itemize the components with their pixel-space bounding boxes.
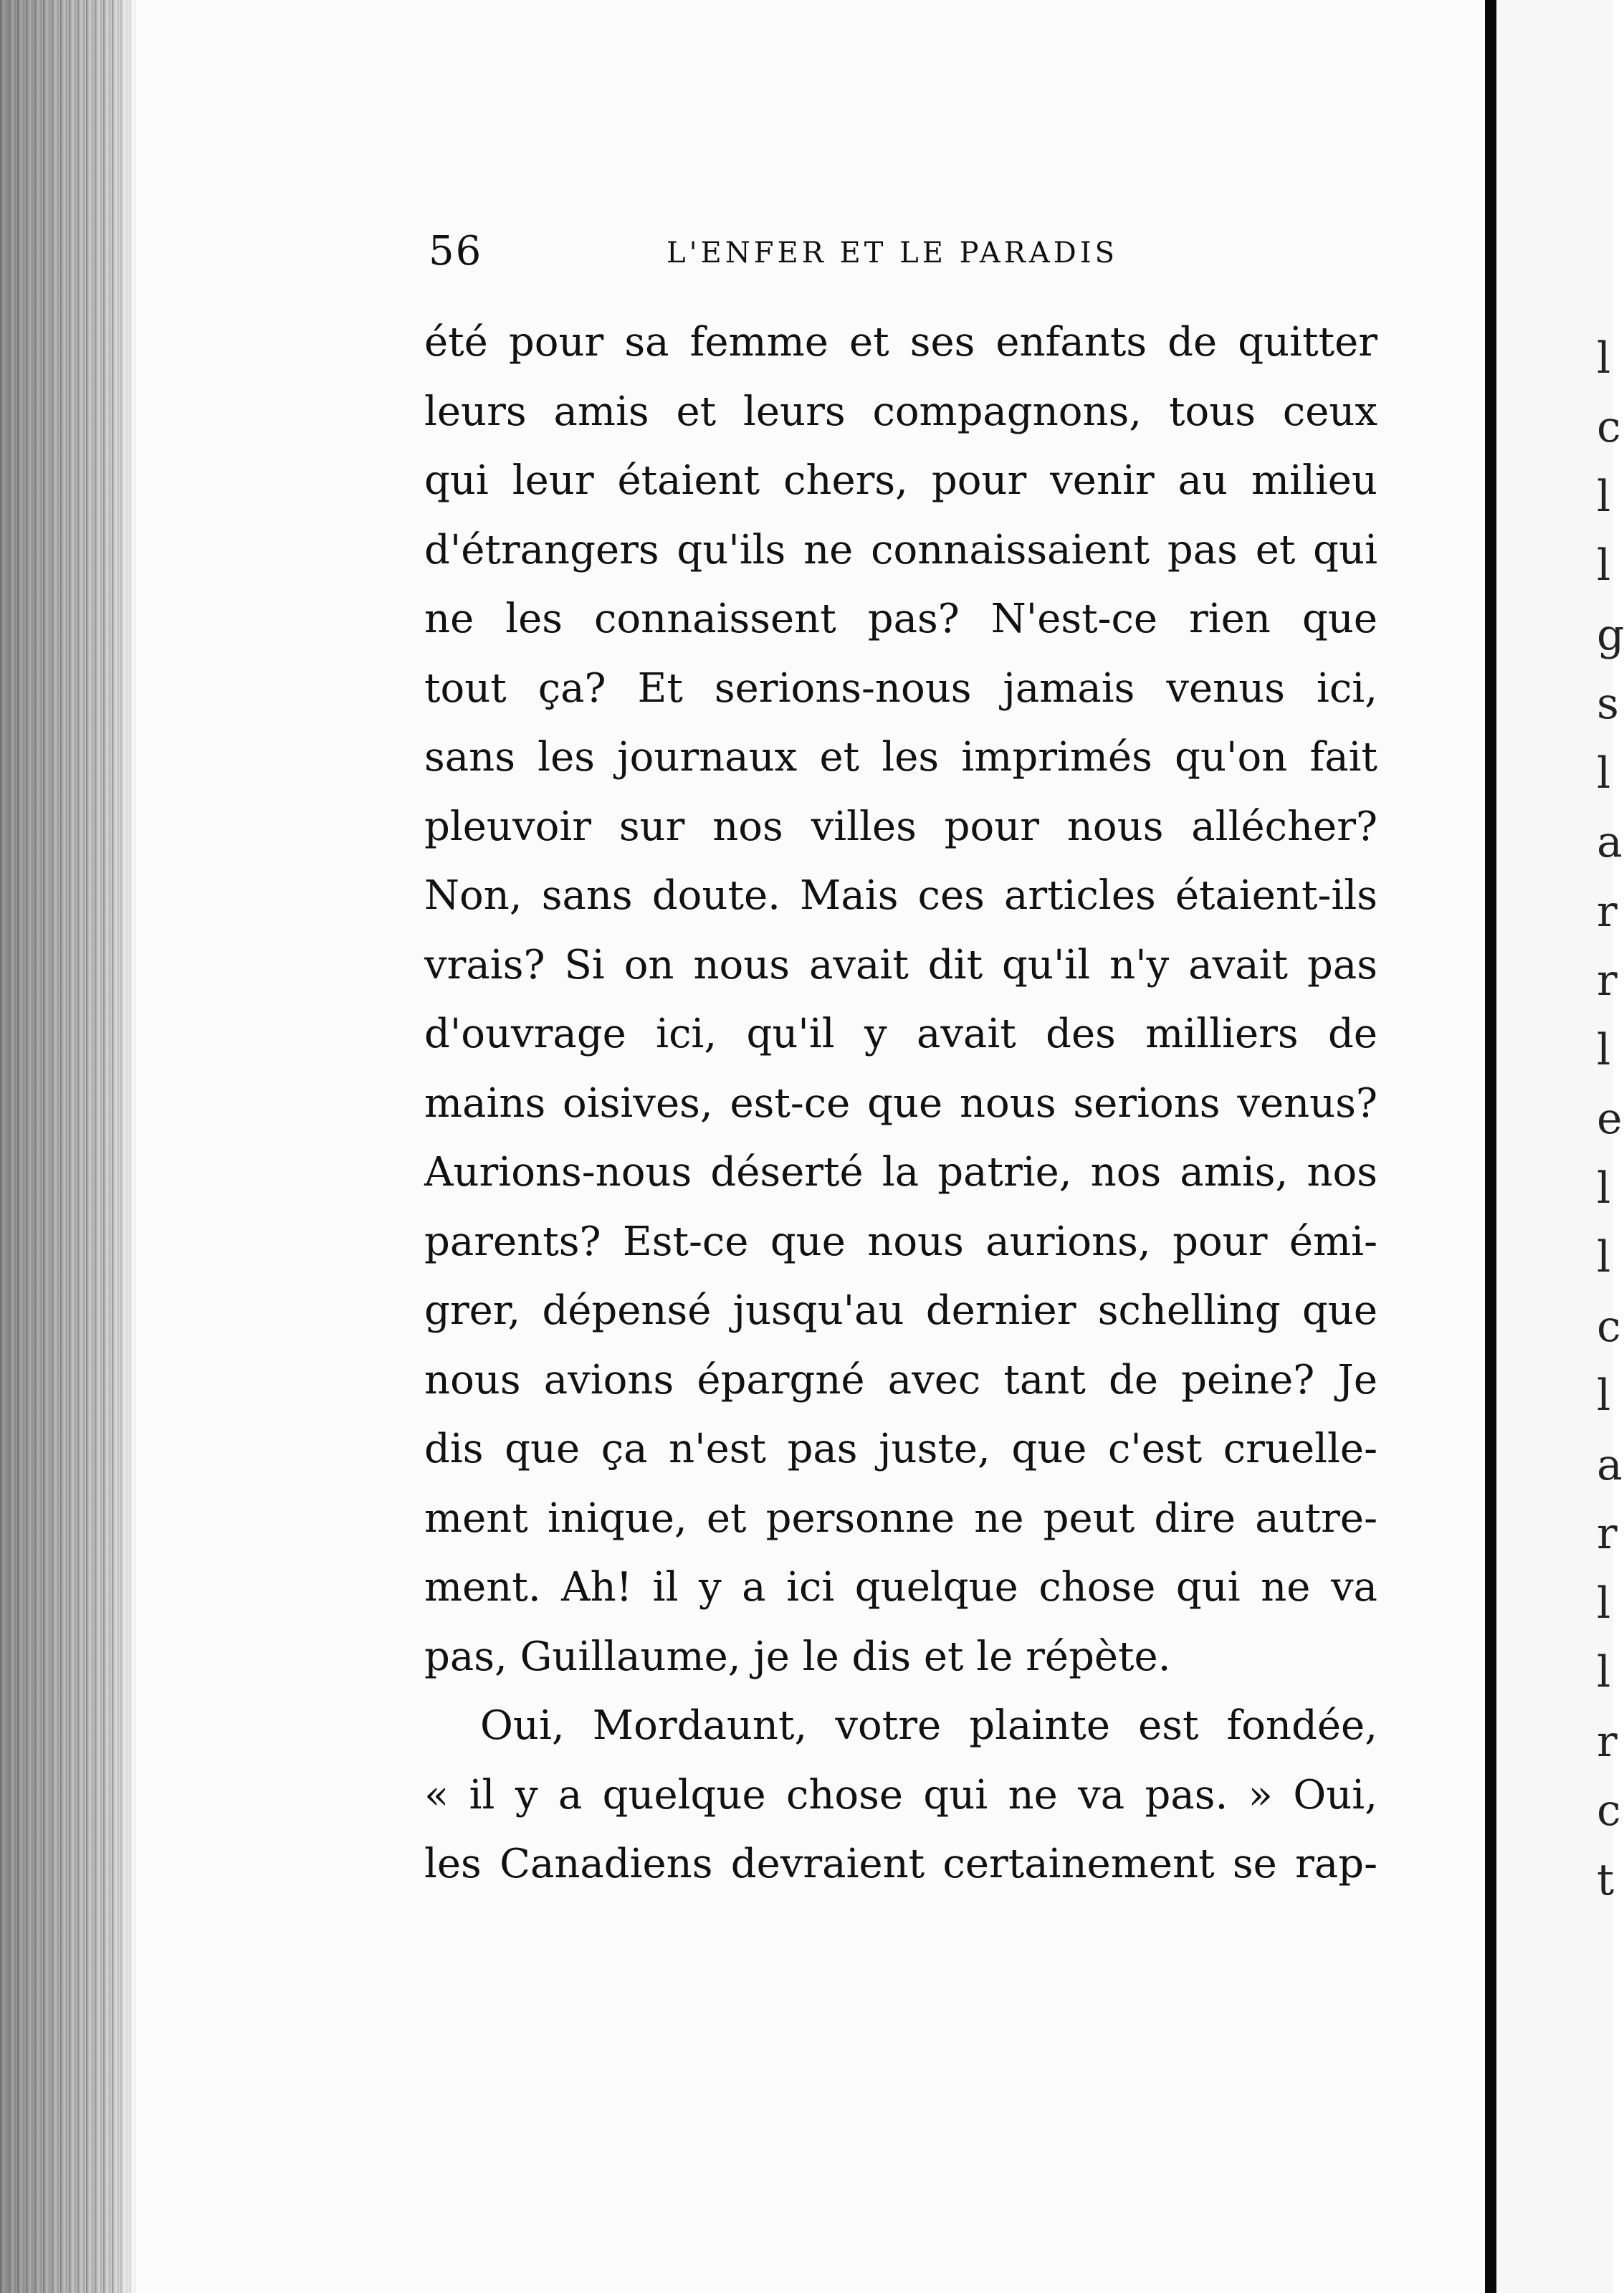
text-line: dis que ça n'est pas juste, que c'est cruelle- (424, 1426, 1377, 1472)
book-spine (1485, 0, 1496, 2293)
next-page-sliver (1496, 0, 1624, 2293)
next-page-fragment: c (1597, 1786, 1621, 1836)
text-line: grer, dépensé jusqu'au dernier schelling que (424, 1287, 1377, 1334)
next-page-fragment: l (1597, 540, 1611, 591)
text-line: nous avions épargné avec tant de peine? Je (424, 1356, 1377, 1403)
text-line: d'ouvrage ici, qu'il y avait des milliers de (424, 1011, 1377, 1057)
text-line: pleuvoir sur nos villes pour nous allécher? (424, 803, 1377, 850)
next-page-fragment: l (1597, 472, 1611, 522)
text-line: leurs amis et leurs compagnons, tous ceux (424, 388, 1377, 435)
text-line: qui leur étaient chers, pour venir au milieu (424, 457, 1377, 504)
next-page-fragment: t (1597, 1855, 1615, 1905)
next-page-fragment: r (1597, 887, 1618, 937)
next-page-fragment: a (1597, 817, 1623, 867)
text-line: Non, sans doute. Mais ces articles étaient-ils (424, 872, 1377, 919)
next-page-fragment: c (1597, 1302, 1621, 1352)
text-line: sans les journaux et les imprimés qu'on fait (424, 734, 1377, 781)
next-page-fragment: a (1597, 1440, 1623, 1490)
next-page-fragment: l (1597, 1370, 1611, 1421)
next-page-fragment: s (1597, 679, 1619, 729)
page-number: 56 (429, 228, 483, 275)
next-page-fragment: e (1597, 1094, 1623, 1144)
next-page-fragment: g (1597, 610, 1624, 660)
paragraph-end-line: pas, Guillaume, je le dis et le répète. (424, 1633, 1171, 1680)
text-line: ment inique, et personne ne peut dire autre- (424, 1494, 1377, 1542)
text-line: ment. Ah! il y a ici quelque chose qui ne va (424, 1564, 1377, 1611)
next-page-fragment: l (1597, 1025, 1611, 1075)
next-page-fragment: l (1597, 1163, 1611, 1214)
text-line: d'étrangers qu'ils ne connaissaient pas et qui (424, 526, 1377, 573)
next-page-fragment: l (1597, 1578, 1611, 1629)
body-text (424, 308, 1377, 1899)
text-line: tout ça? Et serions-nous jamais venus ici, (424, 664, 1377, 712)
next-page-fragment: r (1597, 1717, 1618, 1767)
next-page-fragment: r (1597, 955, 1618, 1006)
text-line: « il y a quelque chose qui ne va pas. » Oui, (424, 1771, 1377, 1818)
text-line: mains oisives, est-ce que nous serions venus? (424, 1079, 1377, 1127)
next-page-fragment: c (1597, 402, 1621, 452)
text-line: été pour sa femme et ses enfants de quitter (424, 319, 1377, 366)
running-title: L'ENFER ET LE PARADIS (667, 237, 1119, 270)
text-line: les Canadiens devraient certainement se rap- (424, 1841, 1377, 1887)
next-page-fragment: l (1597, 333, 1611, 383)
next-page-fragment: r (1597, 1509, 1618, 1559)
text-line: parents? Est-ce que nous aurions, pour émi- (424, 1218, 1377, 1265)
next-page-fragment: l (1597, 1647, 1611, 1697)
text-line: vrais? Si on nous avait dit qu'il n'y avait pas (424, 941, 1377, 988)
text-line: Aurions-nous déserté la patrie, nos amis, nos (424, 1149, 1377, 1196)
paragraph-start-line: Oui, Mordaunt, votre plainte est fondée, (480, 1702, 1377, 1749)
book-page-edges (0, 0, 136, 2293)
running-head (429, 228, 1403, 275)
next-page-fragment: l (1597, 748, 1611, 799)
next-page-fragment: l (1597, 1232, 1611, 1282)
text-line: ne les connaissent pas? N'est-ce rien que (424, 596, 1377, 642)
